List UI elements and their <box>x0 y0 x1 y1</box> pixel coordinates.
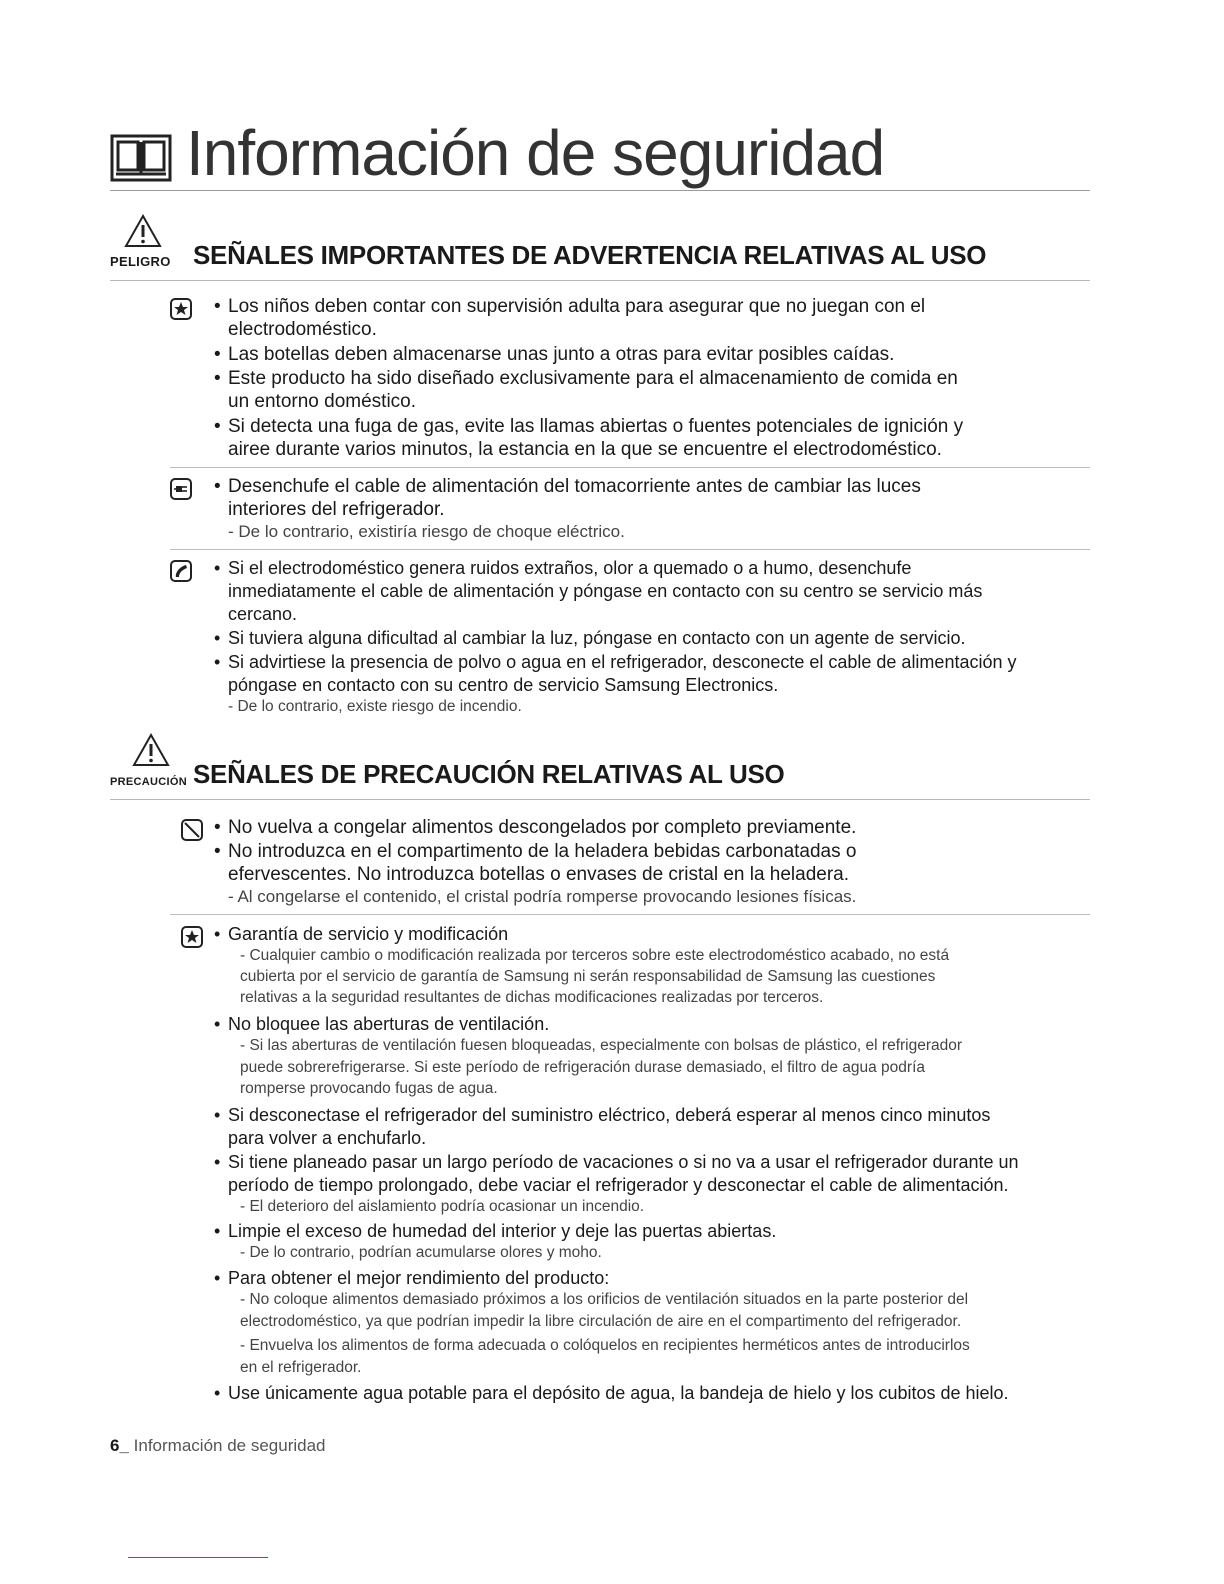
caution-group-1 <box>170 817 1090 915</box>
list-item: • Los niños deben contar con supervisión adulta para asegurar que no juegan con el <box>228 296 925 318</box>
warning-triangle-icon <box>124 214 162 248</box>
caution-section-header <box>110 755 1090 800</box>
list-item: • Garantía de servicio y modificación <box>228 924 508 945</box>
list-sub-item: cubierta por el servicio de garantía de Samsung ni serán responsabilidad de Samsung las cuestiones <box>240 968 936 985</box>
danger-group-2 <box>170 476 1090 550</box>
list-item: • Si tiene planeado pasar un largo período de vacaciones o si no va a usar el refrigerador durante un <box>228 1152 1019 1173</box>
list-sub-item: en el refrigerador. <box>240 1359 362 1376</box>
list-sub-item: - Cualquier cambio o modificación realizada por terceros sobre este electrodoméstico acabado, no está <box>240 947 950 964</box>
list-sub-item: - De lo contrario, existe riesgo de incendio. <box>228 698 522 715</box>
page-number: 6_ <box>110 1436 129 1455</box>
list-item: • Si detecta una fuga de gas, evite las llamas abiertas o fuentes potenciales de ignición y <box>228 416 963 438</box>
page-title: Información de seguridad <box>186 117 885 189</box>
list-item-cont: airee durante varios minutos, la estancia en la que se encuentre el electrodoméstico. <box>228 439 942 460</box>
danger-group-1 <box>170 296 1090 468</box>
page-header <box>110 117 1090 191</box>
list-sub-item: - No coloque alimentos demasiado próximos a los orificios de ventilación situados en la parte posterior del <box>240 1291 969 1308</box>
prohibited-icon <box>181 819 203 841</box>
list-sub-item: puede sobrerefrigerarse. Si este período de refrigeración durase demasiado, el filtro de agua podría <box>240 1059 925 1076</box>
list-sub-item: romperse provocando fugas de agua. <box>240 1080 498 1097</box>
list-item: • Las botellas deben almacenarse unas junto a otras para evitar posibles caídas. <box>228 344 894 366</box>
list-item-cont: electrodoméstico. <box>228 319 377 340</box>
list-item-cont: para volver a enchufarlo. <box>228 1128 427 1148</box>
list-sub-item: - Envuelva los alimentos de forma adecuada o colóquelos en recipientes herméticos antes de introducirlos <box>240 1337 970 1354</box>
list-item: • Desenchufe el cable de alimentación del tomacorriente antes de cambiar las luces <box>228 476 921 498</box>
danger-section-header <box>110 236 1090 281</box>
caution-title: SEÑALES DE PRECAUCIÓN RELATIVAS AL USO <box>193 759 785 789</box>
list-item: • Este producto ha sido diseñado exclusivamente para el almacenamiento de comida en <box>228 368 958 390</box>
warning-triangle-icon <box>132 733 170 767</box>
list-item: • Limpie el exceso de humedad del interior y deje las puertas abiertas. <box>228 1221 776 1242</box>
book-icon <box>110 134 172 182</box>
list-item-cont: inmediatamente el cable de alimentación y póngase en contacto con su centro se servicio más <box>228 581 983 601</box>
footer-section-name: Información de seguridad <box>133 1436 326 1455</box>
list-item-cont: cercano. <box>228 604 298 624</box>
contact-service-icon <box>170 560 192 582</box>
caution-group-2 <box>170 924 1090 1414</box>
star-box-icon <box>181 926 203 948</box>
page-footer <box>110 1436 326 1456</box>
list-item: • No vuelva a congelar alimentos descongelados por completo previamente. <box>228 817 856 839</box>
list-item: • Si el electrodoméstico genera ruidos extraños, olor a quemado o a humo, desenchufe <box>228 558 911 579</box>
danger-group-3 <box>170 558 1090 728</box>
list-sub-item: - De lo contrario, existiría riesgo de choque eléctrico. <box>228 522 625 541</box>
star-box-icon <box>170 298 192 320</box>
list-item-cont: póngase en contacto con su centro de servicio Samsung Electronics. <box>228 675 779 695</box>
list-sub-item: - El deterioro del aislamiento podría ocasionar un incendio. <box>240 1198 645 1215</box>
list-sub-item: - De lo contrario, podrían acumularse olores y moho. <box>240 1244 602 1261</box>
list-item: • No bloquee las aberturas de ventilación. <box>228 1014 549 1035</box>
list-item-cont: efervescentes. No introduzca botellas o envases de cristal en la heladera. <box>228 864 850 885</box>
list-sub-item: - Si las aberturas de ventilación fuesen bloqueadas, especialmente con bolsas de plástico, el refrigerador <box>240 1037 963 1054</box>
list-item-cont: interiores del refrigerador. <box>228 499 445 520</box>
caution-tag: PRECAUCIÓN <box>110 776 187 788</box>
list-item: • Use únicamente agua potable para el depósito de agua, la bandeja de hielo y los cubitos de hielo. <box>228 1383 1009 1404</box>
list-item-cont: período de tiempo prolongado, debe vaciar el refrigerador y desconectar el cable de alimentación. <box>228 1175 1009 1195</box>
list-item: • Si desconectase el refrigerador del suministro eléctrico, deberá esperar al menos cinco minutos <box>228 1105 990 1126</box>
list-item: • Para obtener el mejor rendimiento del producto: <box>228 1268 609 1289</box>
danger-tag: PELIGRO <box>110 254 171 269</box>
list-sub-item: electrodoméstico, ya que podrían impedir la libre circulación de aire en el compartimento del refrigerador. <box>240 1313 962 1330</box>
list-item: • Si advirtiese la presencia de polvo o agua en el refrigerador, desconecte el cable de alimentación y <box>228 652 1016 673</box>
list-item-cont: un entorno doméstico. <box>228 391 417 412</box>
list-item: • Si tuviera alguna dificultad al cambiar la luz, póngase en contacto con un agente de servicio. <box>228 628 965 649</box>
list-sub-item: relativas a la seguridad resultantes de dichas modificaciones realizadas por terceros. <box>240 989 824 1006</box>
list-sub-item: - Al congelarse el contenido, el cristal podría romperse provocando lesiones físicas. <box>228 887 857 906</box>
unplug-icon <box>170 478 192 500</box>
bottom-divider <box>128 1557 268 1558</box>
list-item: • No introduzca en el compartimento de la heladera bebidas carbonatadas o <box>228 841 856 863</box>
danger-title: SEÑALES IMPORTANTES DE ADVERTENCIA RELATIVAS AL USO <box>193 240 987 270</box>
